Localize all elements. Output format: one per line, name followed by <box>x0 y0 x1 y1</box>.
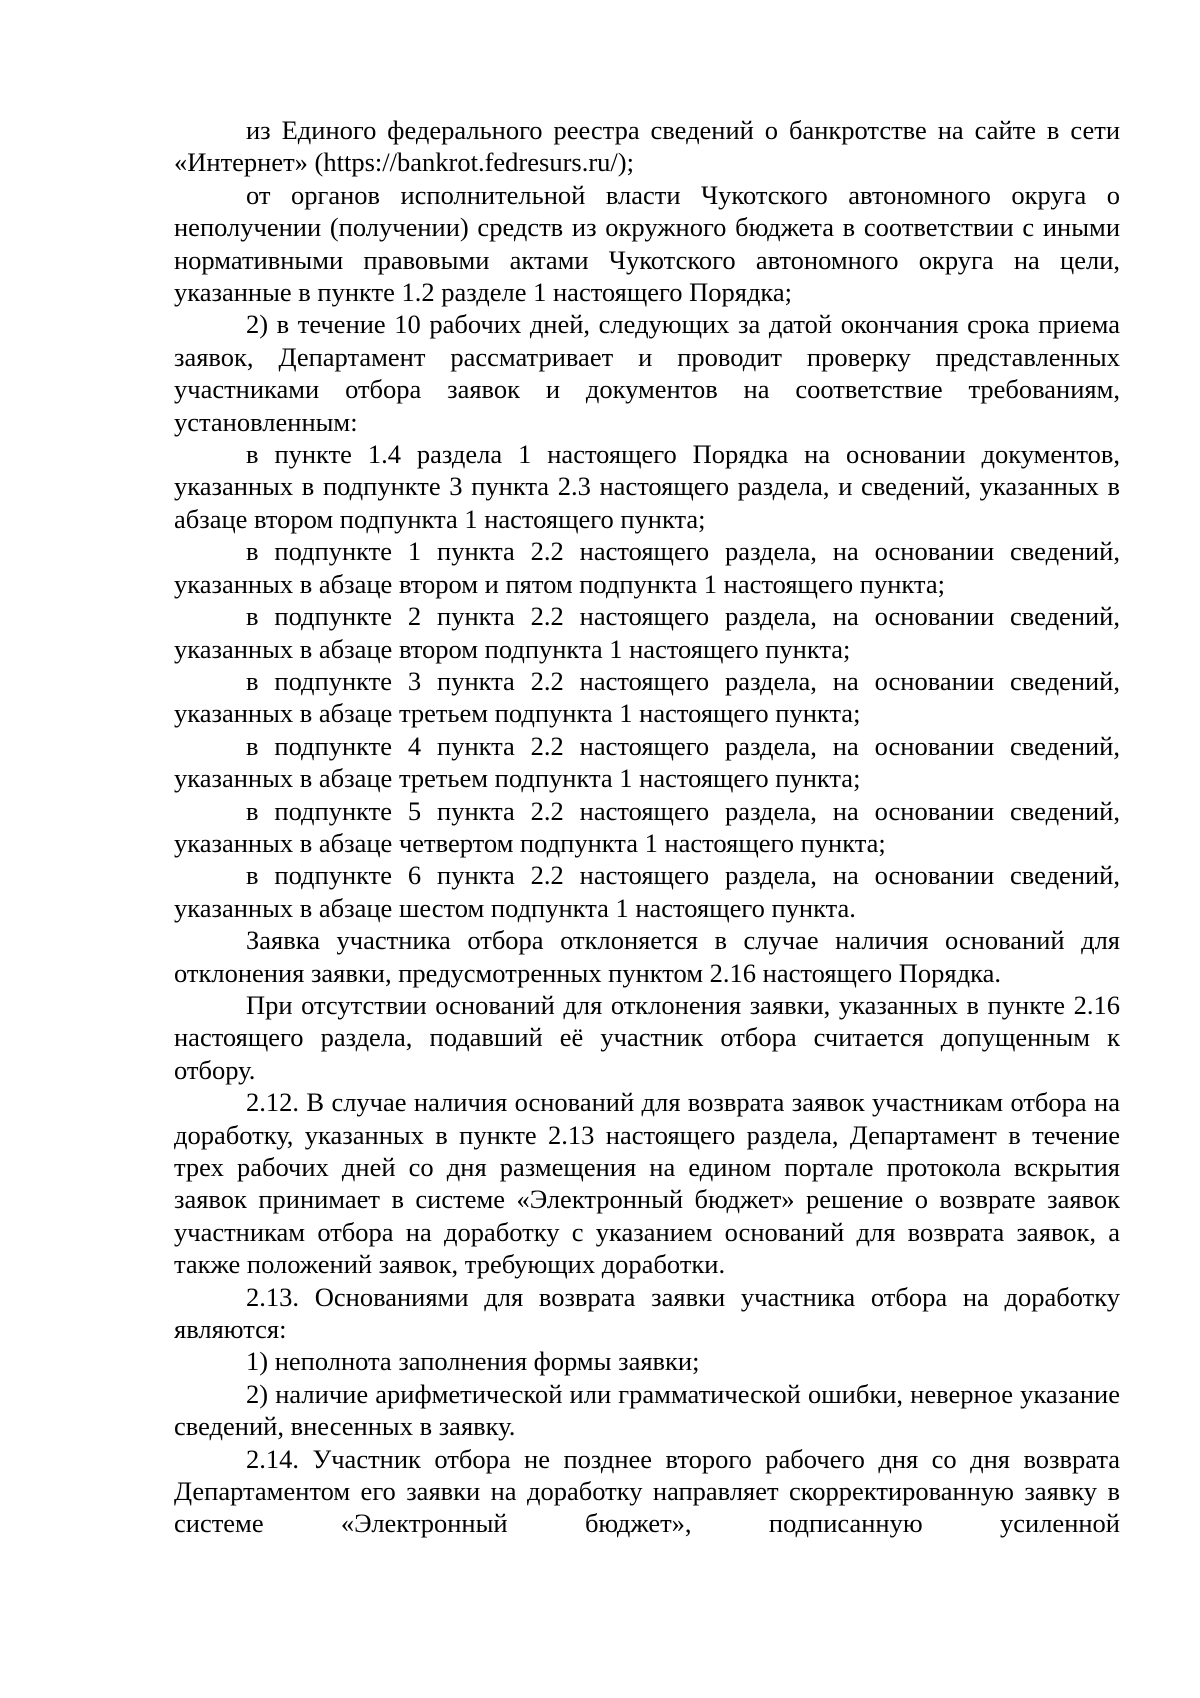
paragraph-subclause-6: в подпункте 6 пункта 2.2 настоящего раздела, на основании сведений, указанных в абзаце шестом подпункта 1 настоящего пункта. <box>174 860 1120 923</box>
document-page <box>174 114 1120 1540</box>
paragraph-subclause-5: в подпункте 5 пункта 2.2 настоящего раздела, на основании сведений, указанных в абзаце четвертом подпункта 1 настоящего пункта; <box>174 795 1120 858</box>
paragraph-review-period: 2) в течение 10 рабочих дней, следующих за датой окончания срока приема заявок, Департамент рассматривает и проводит проверку представленных участниками отбора заявок и документов на соответствие требованиям, установленным: <box>174 309 1120 437</box>
paragraph-ground-2: 2) наличие арифметической или грамматической ошибки, неверное указание сведений, внесенных в заявку. <box>174 1378 1120 1442</box>
paragraph-executive-authorities: от органов исполнительной власти Чукотского автономного округа о неполучении (получении) средств из окружного бюджета в соответствии с иными нормативными правовыми актами Чукотского автономного округа на цели, указанные в пункте 1.2 разделе 1 настоящего Порядка; <box>174 179 1120 308</box>
paragraph-2-14: 2.14. Участник отбора не позднее второго рабочего дня со дня возврата Департаментом его заявки на доработку направляет скорректированную заявку в системе «Электронный бюджет», подписанную усиленной <box>174 1443 1120 1539</box>
paragraph-subclause-1: в подпункте 1 пункта 2.2 настоящего раздела, на основании сведений, указанных в абзаце втором и пятом подпункта 1 настоящего пункта; <box>174 536 1120 599</box>
paragraph-admission: При отсутствии оснований для отклонения заявки, указанных в пункте 2.16 настоящего раздела, подавший её участник отбора считается допущенным к отбору. <box>174 989 1120 1085</box>
paragraph-bankruptcy-registry: из Единого федерального реестра сведений о банкротстве на сайте в сети «Интернет» (https://bankrot.fedresurs.ru/); <box>174 115 1120 178</box>
paragraph-rejection: Заявка участника отбора отклоняется в случае наличия оснований для отклонения заявки, предусмотренных пунктом 2.16 настоящего Порядка. <box>174 925 1120 988</box>
paragraph-2-12: 2.12. В случае наличия оснований для возврата заявок участникам отбора на доработку, указанных в пункте 2.13 настоящего раздела, Департамент в течение трех рабочих дней со дня размещения на едином портале протокола вскрытия заявок принимает в системе «Электронный бюджет» решение о возврате заявок участникам отбора на доработку с указанием оснований для возврата заявок, а также положений заявок, требующих доработки. <box>174 1087 1120 1280</box>
paragraph-2-13: 2.13. Основаниями для возврата заявки участника отбора на доработку являются: <box>174 1281 1120 1345</box>
paragraph-clause-1-4: в пункте 1.4 раздела 1 настоящего Порядка на основании документов, указанных в подпункте 3 пункта 2.3 настоящего раздела, и сведений, указанных в абзаце втором подпункта 1 настоящего пункта; <box>174 439 1120 534</box>
paragraph-ground-1: 1) неполнота заполнения формы заявки; <box>246 1346 700 1377</box>
paragraph-subclause-3: в подпункте 3 пункта 2.2 настоящего раздела, на основании сведений, указанных в абзаце третьем подпункта 1 настоящего пункта; <box>174 665 1120 729</box>
paragraph-subclause-2: в подпункте 2 пункта 2.2 настоящего раздела, на основании сведений, указанных в абзаце втором подпункта 1 настоящего пункта; <box>174 601 1120 664</box>
paragraph-subclause-4: в подпункте 4 пункта 2.2 настоящего раздела, на основании сведений, указанных в абзаце третьем подпункта 1 настоящего пункта; <box>174 730 1120 794</box>
